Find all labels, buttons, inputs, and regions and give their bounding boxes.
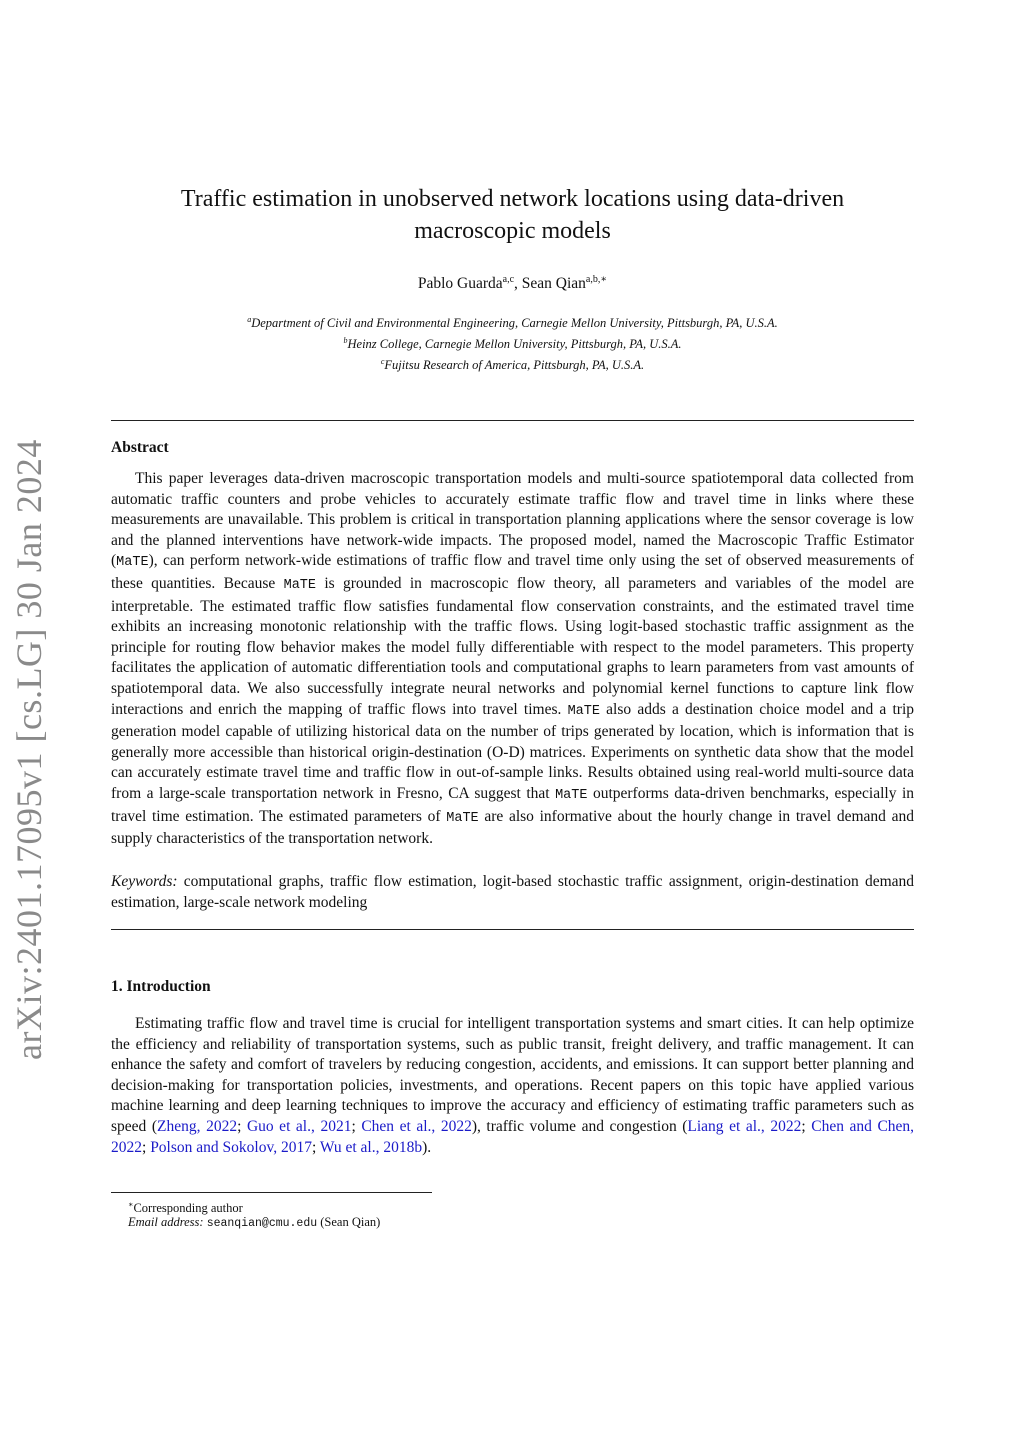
- intro-text: Estimating traffic flow and travel time is crucial for intelligent transportation systems and smart cities. It can help optimize the efficiency and reliability of transportation systems, such as public transit, freight delivery, and traffic management. It can enhance the safety and comfort of travelers by reducing congestion, accidents, and emissions. It can support better planning and decision-making for transportation policies, investments, and operations. Recent papers on this topic have applied various machine learning and deep learning techniques to improve the accuracy and efficiency of estimating traffic parameters such as speed (: [111, 1015, 914, 1135]
- affiliation-mark: b: [343, 336, 348, 346]
- abstract-bottom-rule: [111, 929, 914, 930]
- abstract-body: [111, 469, 914, 850]
- affiliation-mark: a: [247, 315, 252, 324]
- footnote-mark: ∗: [128, 1200, 134, 1209]
- abstract-text: ), can perform network-wide estimations of traffic flow and travel time only using the set of observed measurements of these quantities. Because: [111, 552, 914, 592]
- citation-link[interactable]: Zheng, 2022: [157, 1117, 238, 1135]
- model-name: MaTE: [116, 555, 149, 571]
- email-label: Email address:: [128, 1215, 204, 1229]
- citation-link[interactable]: Guo et al., 2021: [246, 1117, 352, 1135]
- model-name: MaTE: [283, 577, 317, 593]
- affiliations: [111, 311, 914, 374]
- author-name: Sean Qian: [521, 275, 586, 293]
- abstract-text: also adds a destination choice model and a trip generation model capable of utilizing historical data on the number of trips generated by location, which is information that is generally more accessible than historical origin-destination (O-D) matrices. Experiments on synthetic data show that the model can accurately estimate travel time and traffic flow in out-of-sample links. Results obtained using real-world multi-source data from a large-scale transportation network in Fresno, CA suggest that: [111, 700, 914, 802]
- citation-link[interactable]: Liang et al., 2022: [687, 1117, 802, 1135]
- keywords-text: computational graphs, traffic flow estimation, logit-based stochastic traffic assignment, origin-destination demand estimation, large-scale network modeling: [111, 873, 915, 911]
- arxiv-identifier[interactable]: arXiv:2401.17095v1 [cs.LG] 30 Jan 2024: [9, 439, 49, 1060]
- abstract-top-rule: [111, 420, 914, 421]
- author-list: Pablo Guarda$^{a,c}$, Sean Qian$^{a,b,∗}$: [417, 274, 608, 293]
- abstract-heading: Abstract: [111, 439, 169, 456]
- model-name: MaTE: [567, 703, 600, 719]
- abstract-text: is grounded in macroscopic flow theory, all parameters and variables of the model are interpretable. The estimated traffic flow satisfies fundamental flow conservation constraints, and the estimated travel time exhibits an increasing monotonic relationship with the traffic flows. Using logit-based stochastic traffic assignment as the principle for routing flow behavior makes the model fully differentiable with respect to the model parameters. This property facilitates the application of automatic differentiation tools and computational graphs to learn parameters from vast amounts of spatiotemporal data. We also successfully integrate neural networks and polynomial kernel functions to capture link flow interactions and enrich the mapping of traffic flows into travel times.: [111, 574, 914, 718]
- footnote-rule: [111, 1192, 432, 1193]
- abstract-text: outperforms data-driven benchmarks, especially in travel time estimation. The estimated parameters of: [111, 784, 915, 825]
- affiliation-line: [111, 332, 914, 353]
- affiliation-mark: c: [380, 357, 385, 367]
- affiliation-text: Fujitsu Research of America, Pittsburgh, PA, U.S.A.: [384, 358, 645, 373]
- introduction-heading: 1. Introduction: [111, 978, 211, 995]
- email-address[interactable]: seanqian@cmu.edu: [206, 1217, 318, 1230]
- title-line-1: Traffic estimation in unobserved network locations using data-driven: [180, 186, 845, 212]
- citation-link[interactable]: Polson and Sokolov, 2017: [150, 1138, 312, 1156]
- keywords: [111, 872, 914, 913]
- author-affiliation-mark: a,b,∗: [585, 274, 608, 285]
- affiliation-text: Department of Civil and Environmental Engineering, Carnegie Mellon University, Pittsburgh, PA, U.S.A.: [251, 316, 778, 331]
- title-line-2: macroscopic models: [414, 218, 611, 244]
- introduction-body: Estimating traffic flow and travel time is crucial for intelligent transportation systems and smart cities. It can help optimize the efficiency and reliability of transportation systems, such as public transit, freight delivery, and traffic management. It can enhance the safety and comfort of travelers by reducing congestion, accidents, and emissions. It can support better planning and decision-making for transportation policies, investments, and operations. Recent papers on this topic have applied various machine learning and deep learning techniques to improve the accuracy and efficiency of estimating traffic parameters such as speed (Zheng, 2022; Guo et al., 2021; Chen et al., 2022), traffic volume and congestion (Liang et al., 2022; Chen and Chen, 2022; Polson and Sokolov, 2017; Wu et al., 2018b).: [111, 1015, 915, 1156]
- abstract-text: are also informative about the hourly change in travel demand and supply characteristics of the transportation network.: [111, 807, 914, 848]
- paper-title: [111, 183, 914, 247]
- email-owner: (Sean Qian): [320, 1215, 381, 1229]
- citation-link[interactable]: Chen and Chen, 2022: [111, 1117, 915, 1156]
- model-name: MaTE: [446, 810, 479, 826]
- citation-link[interactable]: Chen et al., 2022: [361, 1117, 472, 1135]
- keywords-label: Keywords:: [111, 873, 178, 890]
- intro-text: ), traffic volume and congestion (: [471, 1117, 688, 1135]
- footnote-email: [128, 1213, 380, 1233]
- abstract-text: This paper leverages data-driven macroscopic transportation models and multi-source spatiotemporal data collected from automatic traffic counters and probe vehicles to accurately estimate traffic flow and travel time in links where these measurements are unavailable. This problem is critical in transportation planning applications where the sensor coverage is low and the planned interventions have network-wide impacts. The proposed model, named the Macroscopic Traffic Estimator (: [111, 470, 914, 570]
- author-affiliation-mark: a,c: [502, 274, 515, 285]
- intro-text: ).: [422, 1138, 432, 1156]
- affiliation-line: [111, 353, 914, 374]
- affiliation-text: Heinz College, Carnegie Mellon University, Pittsburgh, PA, U.S.A.: [347, 337, 682, 352]
- citation-link[interactable]: Wu et al., 2018b: [319, 1138, 423, 1156]
- model-name: MaTE: [555, 787, 588, 803]
- author-name: Pablo Guarda: [417, 275, 503, 293]
- footnote-text: Corresponding author: [133, 1201, 243, 1216]
- affiliation-line: [111, 311, 914, 332]
